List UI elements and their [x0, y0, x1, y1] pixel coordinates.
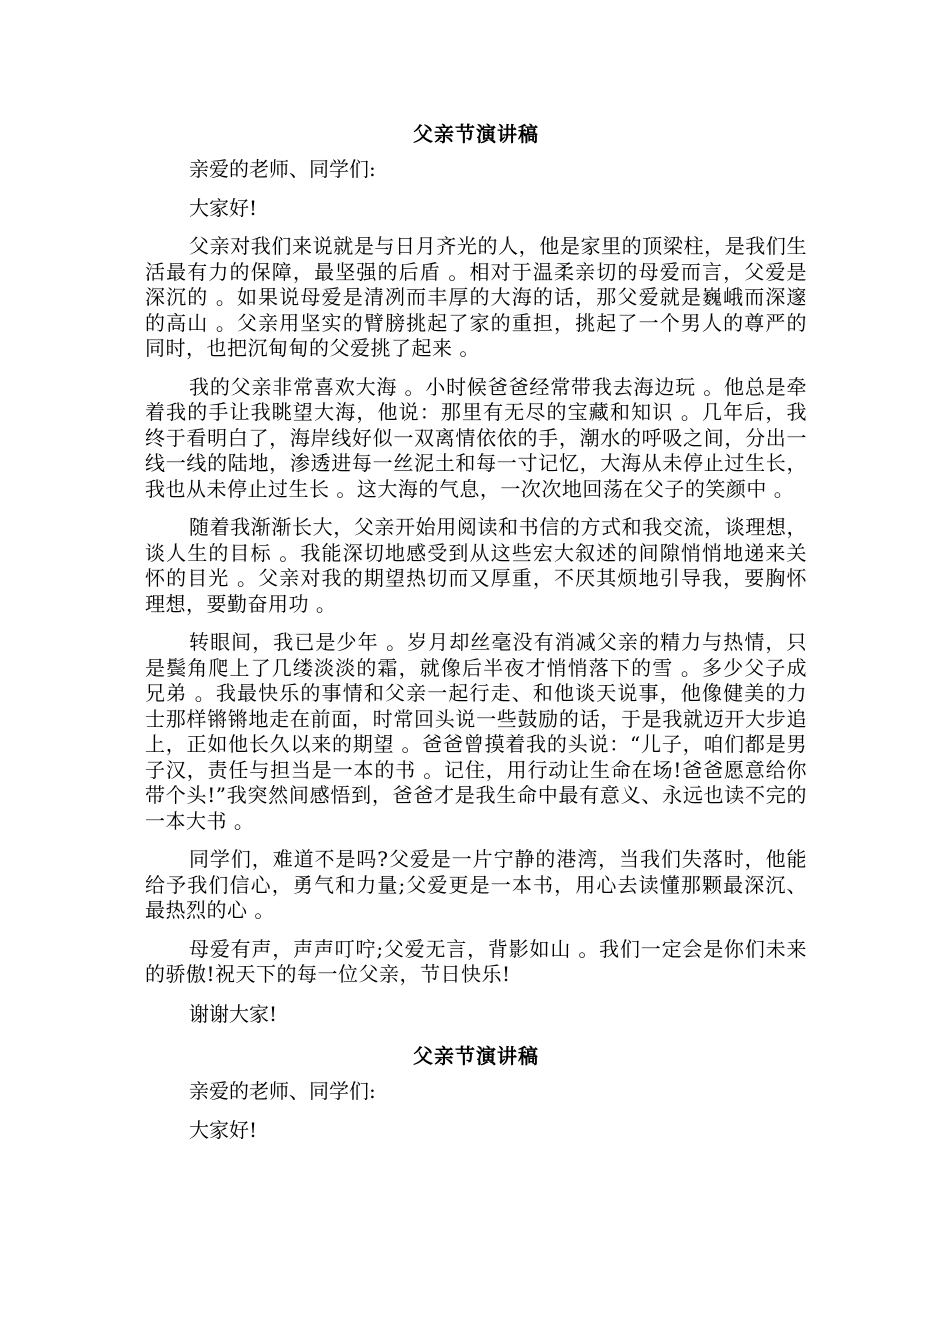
speech-title: 父亲节演讲稿: [413, 122, 539, 146]
paragraph-sea: 我的父亲非常喜欢大海 。小时候爸爸经常带我去海边玩 。他总是牵着我的手让我眺望大海，他说：那里有无尽的宝藏和知识 。几年后，我终于看明白了，海岸线好似一双离情依依的手，潮水的呼吸之间，分出一线一线的陆地，渗透进每一丝泥土和每一寸记忆，大海从未停止过生长，我也从未停止过生长 。这大海的气息，一次次地回荡在父子的笑颜中 。: [145, 374, 807, 501]
second-speech-title: 父亲节演讲稿: [413, 1043, 539, 1068]
paragraph-father-pillar: 父亲对我们来说就是与日月齐光的人，他是家里的顶梁柱，是我们生活最有力的保障，最坚强的后盾 。相对于温柔亲切的母爱而言，父爱是深沉的 。如果说母爱是清冽而丰厚的大海的话，那父爱就是巍峨而深邃的高山 。父亲用坚实的臂膀挑起了家的重担，挑起了一个男人的尊严的同时，也把沉甸甸的父爱挑了起来 。: [145, 234, 807, 360]
greeting-line: 亲爱的老师、同学们:: [189, 157, 376, 181]
closing-line: 谢谢大家!: [189, 1001, 278, 1026]
paragraph-wishes: 母爱有声，声声叮咛;父爱无言，背影如山 。我们一定会是你们未来的骄傲!祝天下的每一位父亲，节日快乐!: [145, 936, 807, 986]
paragraph-youth: 转眼间，我已是少年 。岁月却丝毫没有消减父亲的精力与热情，只是鬓角爬上了几缕淡淡的霜，就像后半夜才悄悄落下的雪 。多少父子成兄弟 。我最快乐的事情和父亲一起行走、和他谈天说事，他像健美的力士那样锵锵地走在前面，时常回头说一些鼓励的话，于是我就迈开大步追上，正如他长久以来的期望 。爸爸曾摸着我的头说：“儿子，咱们都是男子汉，责任与担当是一本的书 。记住，用行动让生命在场!爸爸愿意给你带个头!”我突然间感悟到，爸爸才是我生命中最有意义、永远也读不完的一本大书 。: [145, 630, 807, 833]
hello-line: 大家好!: [189, 196, 258, 220]
document-page: [145, 118, 807, 1156]
second-hello-line: 大家好!: [189, 1117, 258, 1142]
second-greeting-line: 亲爱的老师、同学们:: [189, 1078, 376, 1103]
paragraph-growing-up: 随着我渐渐长大，父亲开始用阅读和书信的方式和我交流，谈理想，谈人生的目标 。我能深切地感受到从这些宏大叙述的间隙悄悄地递来关怀的目光 。父亲对我的期望热切而又厚重，不厌其烦地引导我，要胸怀理想，要勤奋用功 。: [145, 515, 807, 616]
paragraph-harbor: 同学们，难道不是吗?父爱是一片宁静的港湾，当我们失落时，他能给予我们信心，勇气和力量;父爱更是一本书，用心去读懂那颗最深沉、最热烈的心 。: [145, 847, 807, 922]
